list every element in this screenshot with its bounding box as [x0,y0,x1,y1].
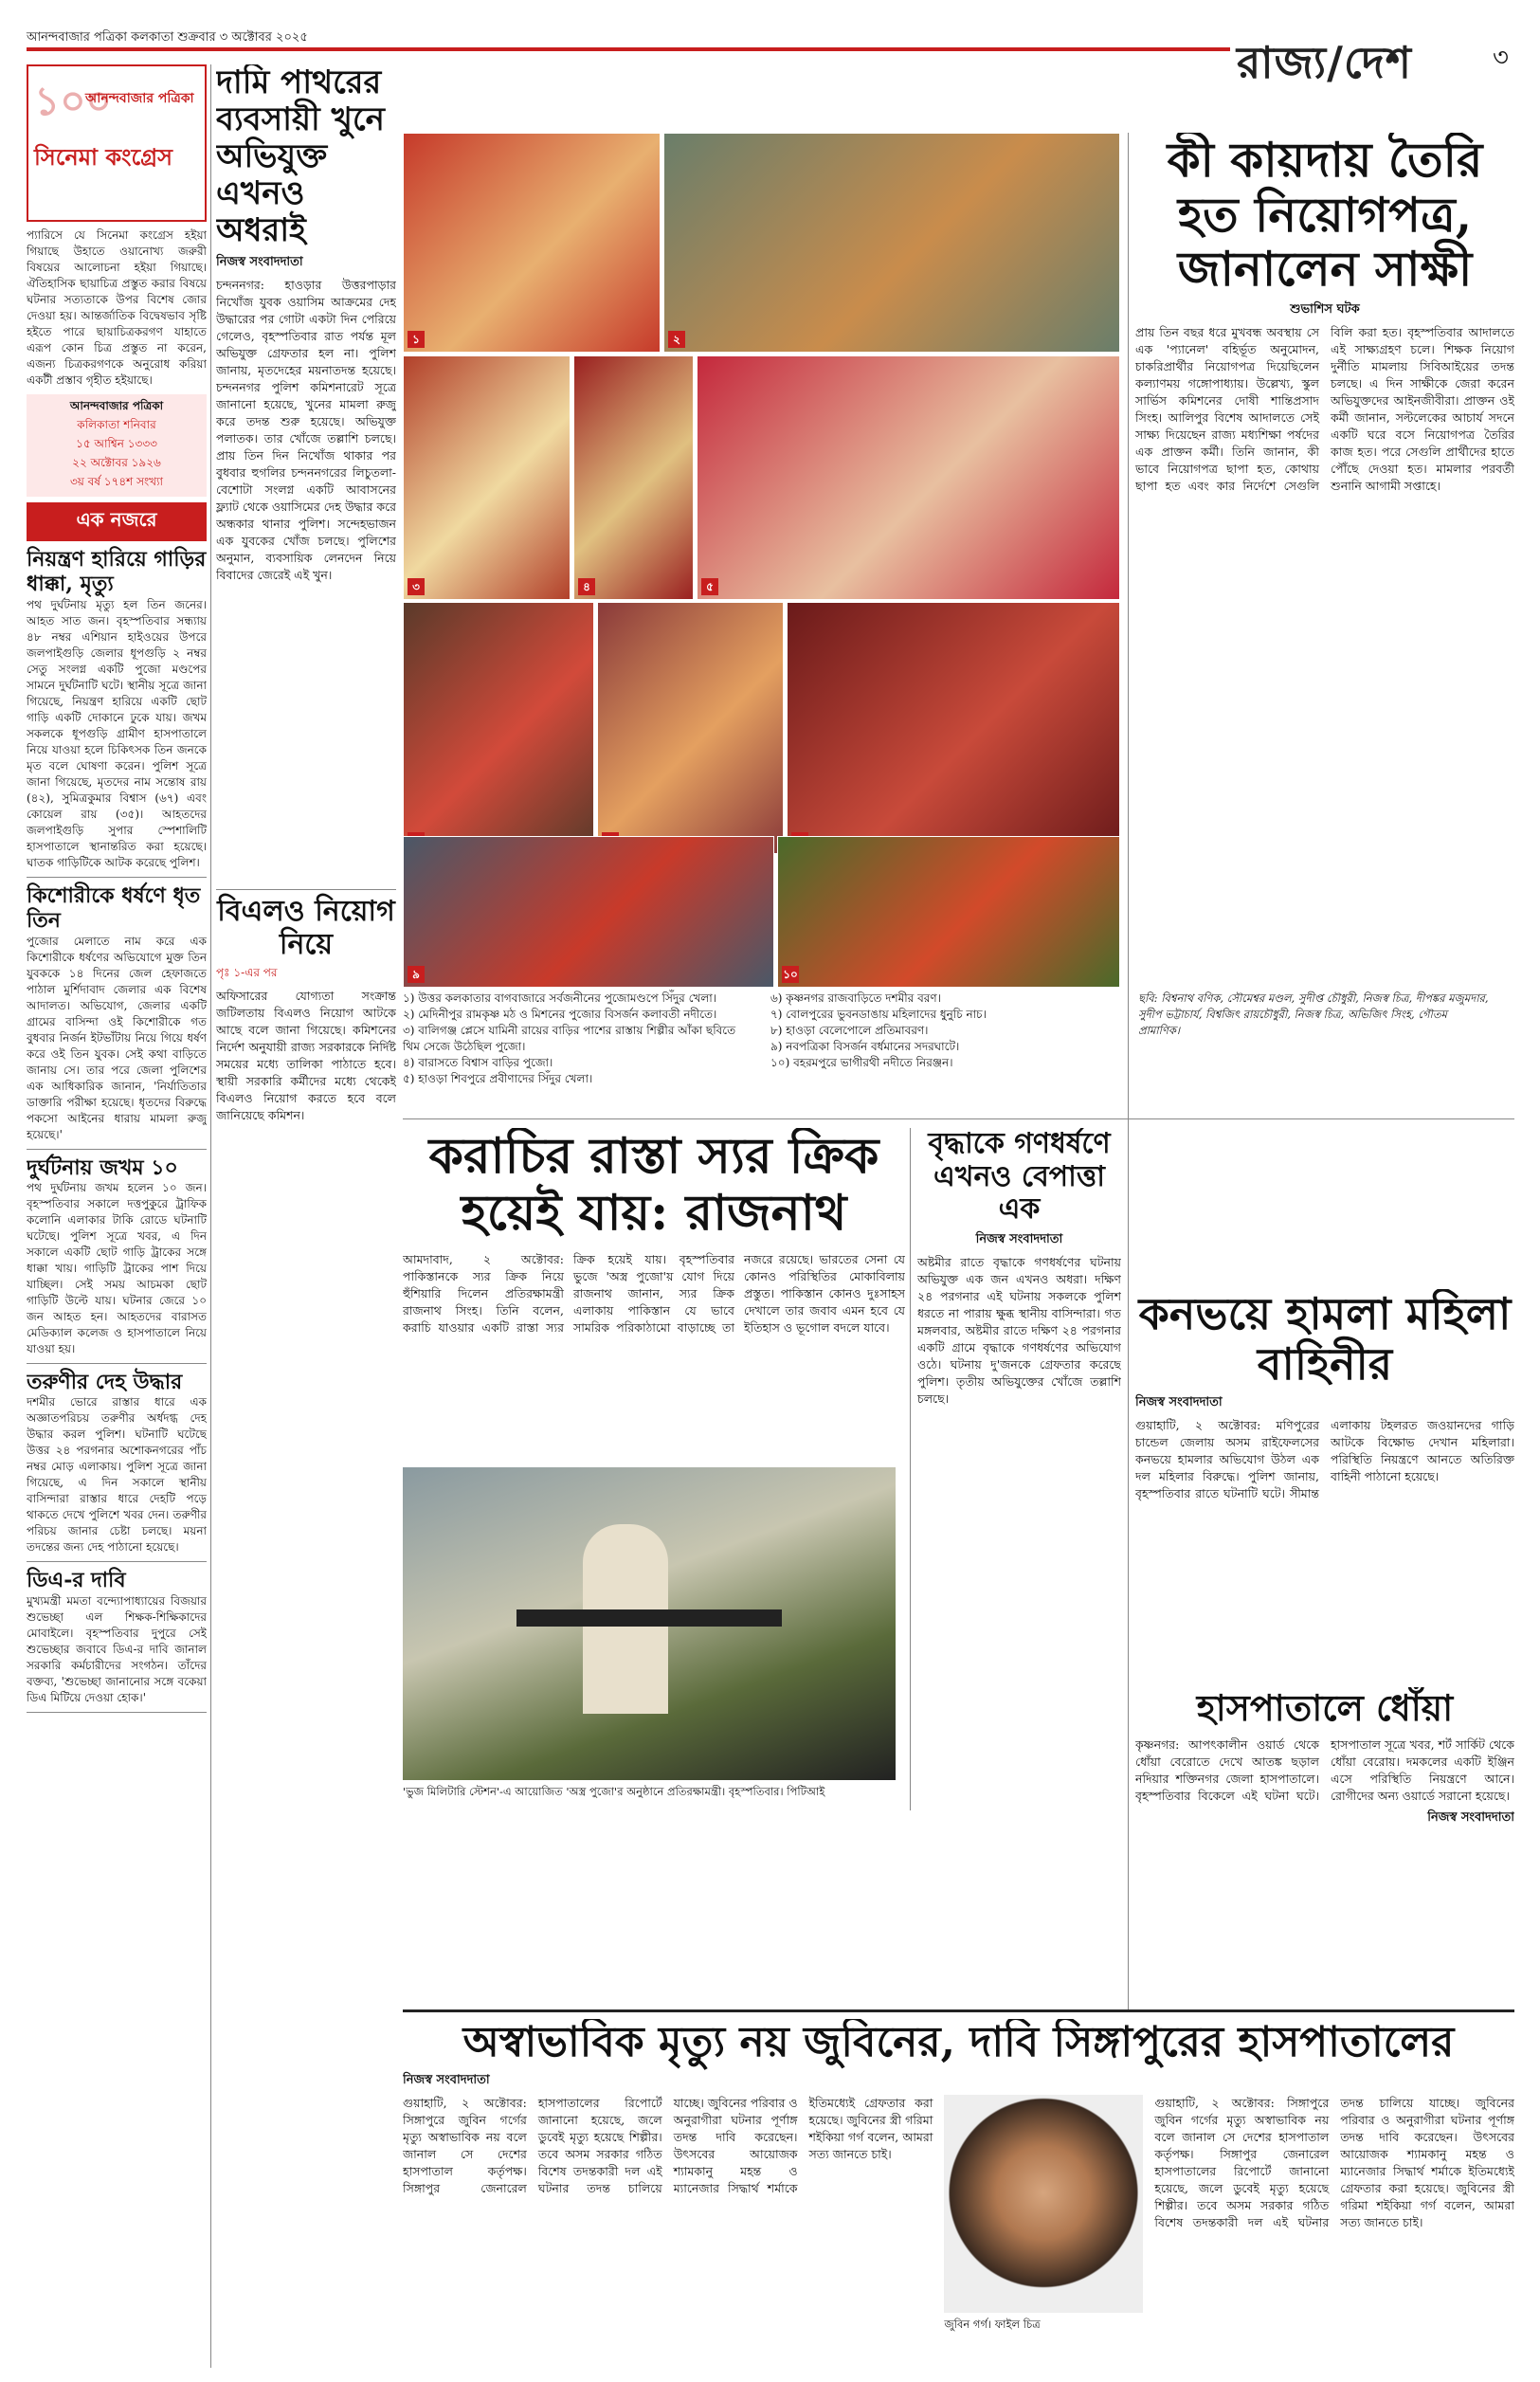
convoy-byline: নিজস্ব সংবাদদাতা [1135,1394,1223,1409]
archive-dateline: আনন্দবাজার পত্রিকা কলিকাতা শনিবার ১৫ আশ্বিন ১৩৩৩ ২২ অক্টোবর ১৯২৬ ৩য় বর্ষ ১৭৪শ সংখ্যা [27,394,207,497]
witness-story [1135,133,1514,1118]
gallery-photo [403,836,774,988]
gallery-credits: ছবি: বিশ্বনাথ বণিক, সৌমেশ্বর মণ্ডল, সুদীপ্ত চৌধুরী, নিজস্ব চিত্র, দীপঙ্কর মজুমদার, সুদীপ ভট্টাচার্য, বিশ্বজিৎ রায়চৌধুরী, নিজস্ব চিত্র, অভিজিৎ সিংহ, গৌতম প্রামাণিক। [1138,991,1489,1037]
convoy-headline: কনভয়ে হামলা মহিলা বাহিনীর [1138,1289,1512,1390]
gallery-caption: ৫) হাওড়া শিবপুরে প্রবীণাদের সিঁদুর খেলা। [403,1072,593,1085]
zubeen-body-cont: গুয়াহাটি, ২ অক্টোবর: সিঙ্গাপুরে জুবিন গর্গের মৃত্যু অস্বাভাবিক নয় বলে জানাল সে দেশের হাসপাতাল কর্তৃপক্ষ। সিঙ্গাপুর জেনারেল হাসপাতালের রিপোর্টে জানানো হয়েছে, জলে ডুবেই মৃত্যু হয়েছে শিল্পীর। তবে অসম সরকার গঠিত বিশেষ তদন্তকারী দল এই ঘটনার তদন্ত চালিয়ে যাচ্ছে। জুবিনের পরিবার ও অনুরাগীরা ঘটনার পূর্ণাঙ্গ তদন্ত দাবি করেছেন। উৎসবের আয়োজক শ্যামকানু মহন্ত ও ম্যানেজার সিদ্ধার্থ শর্মাকে ইতিমধ্যেই গ্রেফতার করা হয়েছে। জুবিনের স্ত্রী গরিমা শইকিয়া গর্গ বলেন, আমরা সত্য জানতে চাই। [1154,2095,1514,2229]
witness-headline: কী কায়দায় তৈরি হত নিয়োগপত্র, জানালেন সাক্ষী [1167,133,1483,297]
glance-item-title: দুর্ঘটনায় জখম ১০ [27,1155,178,1180]
gallery-photo [573,355,694,600]
zubeen-byline: নিজস্ব সংবাদদাতা [403,2072,490,2087]
gallery-photo [403,355,571,600]
witness-byline: শুভাশিস ঘটক [1290,301,1360,317]
photo-number: ৩ [408,578,425,595]
left-column [27,64,207,2368]
blo-body: অফিসারের যোগ্যতা সংক্রান্ত জটিলতায় বিএলও নিয়োগ আটকে আছে বলে জানা গিয়েছে। কমিশনের নির্দেশ অনুযায়ী রাজ্য সরকারকে নির্দিষ্ট সময়ের মধ্যে তালিকা পাঠাতে হবে। স্থায়ী সরকারি কর্মীদের মধ্যে থেকেই বিএলও নিয়োগ করতে হবে বলে জানিয়েছে কমিশন। [216,989,396,1123]
stone-headline: দামি পাথরের ব্যবসায়ী খুনে অভিযুক্ত এখনও অধরাই [216,64,385,250]
rifle-shape [516,1609,782,1627]
gallery-caption: ৯) নবপত্রিকা বিসর্জন বর্ধমানের সদরঘাটে। [770,1040,960,1053]
glance-item-title: ডিএ-র দাবি [27,1568,126,1593]
glance-item-title: নিয়ন্ত্রণ হারিয়ে গাড়ির ধাক্কা, মৃত্যু [27,547,207,597]
assault-body: অষ্টমীর রাতে বৃদ্ধাকে গণধর্ষণের ঘটনায় অভিযুক্ত এক জন এখনও অধরা। দক্ষিণ ২৪ পরগনার এই ঘটনায় সকলকে পুলিশ ধরতে না পারায় ক্ষুব্ধ স্থানীয় বাসিন্দারা। গত মঙ্গলবার, অষ্টমীর রাতে দক্ষিণ ২৪ পরগনার একটি গ্রামে বৃদ্ধাকে গণধর্ষণের অভিযোগ ওঠে। ঘটনায় দু'জনকে গ্রেফতার করেছে পুলিশ। তৃতীয় অভিযুক্তের খোঁজে তল্লাশি চলছে। [917,1254,1121,1406]
gallery-photo [663,133,1120,353]
gallery-caption: ৮) হাওড়া বেলেপোলে প্রতিমাবরণ। [770,1024,929,1037]
rajnath-body: আমদাবাদ, ২ অক্টোবর: পাকিস্তানকে স্যর ক্রিক নিয়ে হুঁশিয়ারি দিলেন প্রতিরক্ষামন্ত্রী রাজনাথ সিংহ। তিনি বলেন, করাচি যাওয়ার একটি রাস্তা স্যর ক্রিক হয়েই যায়। বৃহস্পতিবার ভুজে 'অস্ত্র পুজো'য় যোগ দিয়ে রাজনাথ জানান, স্যর ক্রিক এলাকায় পাকিস্তান যে ভাবে সামরিক পরিকাঠামো বাড়াচ্ছে তা নজরে রয়েছে। ভারতের সেনা যে কোনও পরিস্থিতির মোকাবিলায় প্রস্তুত। পাকিস্তান কোনও দুঃসাহস দেখালে তার জবাব এমন হবে যে ইতিহাস ও ভূগোল বদলে যাবে। [403,1251,905,1335]
puja-gallery [403,133,1123,986]
zubeen-photo [944,2095,1143,2313]
assault-story [917,1128,1121,1810]
glance-item-title: কিশোরীকে ধর্ষণে ধৃত তিন [27,882,201,934]
photo-number: ১০ [783,967,798,981]
gallery-photo [787,602,1120,854]
gallery-caption: ৪) বারাসতে বিশ্বাস বাড়ির পুজো। [403,1056,553,1069]
glance-item-body: মুখ্যমন্ত্রী মমতা বন্দ্যোপাধ্যায়ের বিজয়ার শুভেচ্ছা এল শিক্ষক-শিক্ষিকাদের মোবাইলে। বৃহস্পতিবার দুপুরে সেই শুভেচ্ছার জবাবে ডিএ-র দাবি জানাল সরকারি কর্মচারীদের সংগঠন। তাঁদের বক্তব্য, 'শুভেচ্ছা জানানোর সঙ্গে বকেয়া ডিএ মিটিয়ে দেওয়া হোক।' [27,1593,207,1704]
page-number: ৩ [1493,44,1509,72]
zubeen-headline: অস্বাভাবিক মৃত্যু নয় জুবিনের, দাবি সিঙ্গাপুরের হাসপাতালের [462,2019,1455,2066]
convoy-body: গুয়াহাটি, ২ অক্টোবর: মণিপুরের চান্ডেল জেলায় অসম রাইফেলসের কনভয়ে হামলার অভিযোগ উঠল এক দল মহিলার বিরুদ্ধে। পুলিশ জানায়, বৃহস্পতিবার রাতে ঘটনাটি ঘটে। সীমান্ত এলাকায় টহলরত জওয়ানদের গাড়ি আটকে বিক্ষোভ দেখান মহিলারা। পরিস্থিতি নিয়ন্ত্রণে আনতে অতিরিক্ত বাহিনী পাঠানো হয়েছে। [1135,1417,1514,1500]
gallery-caption: ১০) বহরমপুরে ভাগীরথী নদীতে নিরঞ্জন। [770,1056,953,1069]
masthead-box [27,64,207,222]
gallery-caption: ৩) বালিগঞ্জ প্লেসে যামিনী রায়ের বাড়ির পাশের রাস্তায় শিল্পীর আঁকা ছবিতে থিম সেজে উঠেছিল পুজো। [403,1024,736,1053]
section-title: রাজ্য/দেশ [1237,37,1412,88]
gallery-caption: ৬) কৃষ্ণনগর রাজবাড়িতে দশমীর বরণ। [770,991,941,1005]
witness-body: প্রায় তিন বছর ধরে মুখবন্ধ অবস্থায় সে এক 'প্যানেল' বহির্ভূত অনুমোদন, চাকরিপ্রার্থীর নিয়োগপত্র দিয়েছিলেন কল্যাণময় গঙ্গোপাধ্যায়। উল্লেখ্য, স্কুল সার্ভিস কমিশনের দোষী শান্তিপ্রসাদ সিংহ। আলিপুর বিশেষ আদালতে সেই সাক্ষ্য দিয়েছেন রাজ্য মধ্যশিক্ষা পর্ষদের এক প্রাক্তন কর্মী। তিনি জানান, কী ভাবে নিয়োগপত্র ছাপা হত, কোথায় ছাপা হত এবং কার নির্দেশে সেগুলি বিলি করা হত। বৃহস্পতিবার আদালতে এই সাক্ষ্যগ্রহণ চলে। শিক্ষক নিয়োগ দুর্নীতি মামলায় সিবিআইয়ের তদন্ত চলছে। এ দিন সাক্ষীকে জেরা করেন অভিযুক্তদের আইনজীবীরা। প্রাক্তন ওই কর্মী জানান, সল্টলেকের আচার্য সদনে একটি ঘরে বসে নিয়োগপত্র তৈরির কাজ হত। পরে সেগুলি প্রার্থীদের হাতে পৌঁছে দেওয়া হত। মামলার পরবর্তী শুনানি আগামী সপ্তাহে। [1135,324,1514,493]
centenary-logo: ১০০ [34,78,112,124]
masthead: আনন্দবাজার পত্রিকা [85,91,194,106]
rajnath-photo-caption: 'ভুজ মিলিটারি স্টেশন'-এ আয়োজিত 'অস্ত্র পুজো'র অনুষ্ঠানে প্রতিরক্ষামন্ত্রী। বৃহস্পতিবার। পিটিআই [403,1784,825,1798]
blo-headline: বিএলও নিয়োগ নিয়ে [217,895,395,961]
glance-item-body: পথ দুর্ঘটনায় মৃত্যু হল তিন জনের। আহত সাত জন। বৃহস্পতিবার সন্ধ্যায় ৪৮ নম্বর এশিয়ান হাইওয়ের উপরে জলপাইগুড়ি জেলার ধূপগুড়ি ২ নম্বর সেতু সংলগ্ন একটি পুজো মণ্ডপের সামনে দুর্ঘটনাটি ঘটে। স্থানীয় সূত্রে জানা গিয়েছে, নিয়ন্ত্রণ হারিয়ে একটি ছোট গাড়ি একটি দোকানে ঢুকে যায়। জখম সকলকে ধূপগুড়ি গ্রামীণ হাসপাতালে নিয়ে যাওয়া হলে চিকিৎসক তিন জনকে মৃত বলে ঘোষণা করেন। পুলিশ সূত্রে জানা গিয়েছে, মৃতদের নাম সন্তোষ রায় (৪২), সুমিত্রকুমার বিশ্বাস (৬৭) এবং কোয়েল রায় (৩৫)। আহতদের জলপাইগুড়ি সুপার স্পেশালিটি হাসপাতালে স্থানান্তরিত করা হয়েছে। ঘাতক গাড়িটিকে আটক করেছে পুলিশ। [27,597,207,869]
gallery-captions [403,991,1489,1095]
gallery-caption: ৭) বোলপুরের ভুবনডাঙায় মহিলাদের ধুনুচি নাচ। [770,1008,987,1021]
rajnath-headline: করাচির রাস্তা স্যর ক্রিক হয়েই যায়: রাজনাথ [428,1128,879,1242]
blo-ref: পৃঃ ১-এর পর [216,966,278,980]
hospital-body: কৃষ্ণনগর: আপৎকালীন ওয়ার্ড থেকে ধোঁয়া বেরোতে দেখে আতঙ্ক ছড়াল নদিয়ার শক্তিনগর জেলা হাসপাতালে। বৃহস্পতিবার বিকেলে এই ঘটনা ঘটে। হাসপাতাল সূত্রে খবর, শর্ট সার্কিট থেকে ধোঁয়া বেরোয়। দমকলের একটি ইঞ্জিন এসে পরিস্থিতি নিয়ন্ত্রণে আনে। রোগীদের অন্য ওয়ার্ডে সরানো হয়েছে। [1135,1736,1514,1803]
hospital-headline: হাসপাতালে ধোঁয়া [1196,1687,1454,1729]
rajnath-photo [403,1467,896,1780]
stone-body: চন্দননগর: হাওড়ার উত্তরপাড়ার নিখোঁজ যুবক ওয়াসিম আক্রমের দেহ উদ্ধারের পর গোটা একটা দিন পেরিয়ে গেলেও, বৃহস্পতিবার রাত পর্যন্ত মূল অভিযুক্ত গ্রেফতার হল না। পুলিশ জানায়, মৃতদেহের ময়নাতদন্ত হয়েছে। চন্দননগর পুলিশ কমিশনারেট সূত্রে জানানো হয়েছে, খুনের মামলা রুজু করে তদন্ত শুরু হয়েছে। অভিযুক্ত পলাতক। তার খোঁজে তল্লাশি চলছে। প্রায় তিন দিন নিখোঁজ থাকার পর বুধবার হুগলির চন্দননগরের লিচুতলা-বেশোটা সংলগ্ন একটি আবাসনের ফ্ল্যাট থেকে ওয়াসিমের দেহ উদ্ধার করে অন্ধকার থানার পুলিশ। সন্দেহভাজন এক যুবকের খোঁজ চলছে। পুলিশের অনুমান, ব্যবসায়িক লেনদেন নিয়ে বিবাদের জেরেই এই খুন। [216,278,396,583]
col2 [216,64,396,2368]
header-rule [27,47,1230,51]
glance-item-body: পথ দুর্ঘটনায় জখম হলেন ১০ জন। বৃহস্পতিবার সকালে দত্তপুকুরে ট্রাফিক কলোনি এলাকার টাকি রোডে ঘটনাটি ঘটেছে। পুলিশ সূত্রে খবর, এ দিন সকালে একটি ছোট গাড়ি ট্রাকের সঙ্গে ধাক্কা খায়। গাড়িটি ট্রাকের পাশ দিয়ে যাচ্ছিল। সেই সময় আচমকা ছোট গাড়িটি উল্টে যায়। ঘটনার জেরে ১০ জন আহত হন। আহতদের বারাসত মেডিক্যাল কলেজ ও হাসপাতালে নিয়ে যাওয়া হয়। [27,1180,207,1355]
gallery-photo [777,836,1120,988]
photo-number: ৪ [578,578,595,595]
photo-number: ১ [408,331,425,348]
assault-byline: নিজস্ব সংবাদদাতা [975,1231,1063,1246]
assault-headline: বৃদ্ধাকে গণধর্ষণে এখনও বেপাত্তা এক [928,1128,1111,1226]
glance-items [27,547,207,1713]
glance-bar: এক নজরে [27,502,207,541]
hospital-story [1135,1687,1514,2000]
photo-number: ২ [668,331,685,348]
stone-byline: নিজস্ব সংবাদদাতা [216,255,303,270]
rajnath-story [403,1128,905,1810]
gallery-caption: ২) মেদিনীপুর রামকৃষ্ণ মঠ ও মিশনের পুজোর বিসর্জন কলাবতী নদীতে। [403,1008,717,1021]
dateline: আনন্দবাজার পত্রিকা কলকাতা শুক্রবার ৩ অক্টোবর ২০২৫ [27,30,308,45]
divider [210,64,211,2368]
glance-item-body: দশমীর ভোরে রাস্তার ধারে এক অজ্ঞাতপরিচয় তরুণীর অর্ধদগ্ধ দেহ উদ্ধার করল পুলিশ। ঘটনাটি ঘটেছে উত্তর ২৪ পরগনার অশোকনগরের পাঁচ নম্বর মোড় এলাকায়। পুলিশ সূত্রে জানা গিয়েছে, এ দিন সকালে স্থানীয় বাসিন্দারা রাস্তার ধারে দেহটি পড়ে থাকতে দেখে পুলিশে খবর দেন। তরুণীর পরিচয় জানার চেষ্টা চলছে। ময়না তদন্তের জন্য দেহ পাঠানো হয়েছে। [27,1395,207,1555]
photo-number: ৫ [701,578,718,595]
gallery-photo [697,355,1120,600]
zubeen-body: গুয়াহাটি, ২ অক্টোবর: সিঙ্গাপুরে জুবিন গর্গের মৃত্যু অস্বাভাবিক নয় বলে জানাল সে দেশের হাসপাতাল কর্তৃপক্ষ। সিঙ্গাপুর জেনারেল হাসপাতালের রিপোর্টে জানানো হয়েছে, জলে ডুবেই মৃত্যু হয়েছে শিল্পীর। তবে অসম সরকার গঠিত বিশেষ তদন্তকারী দল এই ঘটনার তদন্ত চালিয়ে যাচ্ছে। জুবিনের পরিবার ও অনুরাগীরা ঘটনার পূর্ণাঙ্গ তদন্ত দাবি করেছেন। উৎসবের আয়োজক শ্যামকানু মহন্ত ও ম্যানেজার সিদ্ধার্থ শর্মাকে ইতিমধ্যেই গ্রেফতার করা হয়েছে। জুবিনের স্ত্রী গরিমা শইকিয়া গর্গ বলেন, আমরা সত্য জানতে চাই। [403,2095,933,2195]
gallery-photo [403,133,661,353]
glance-item-body: পুজোর মেলাতে নাম করে এক কিশোরীকে ধর্ষণের অভিযোগে মুক্ত তিন যুবককে ১৪ দিনের জেল হেফাজতে পাঠাল মুর্শিদাবাদ জেলার এক বিশেষ আদালত। অভিযোগ, জেলার একটি গ্রামের বাসিন্দা ওই কিশোরীকে গত বুধবার নির্জন ইটভাঁটায় নিয়ে গিয়ে ধর্ষণ করে ওই তিন যুবক। সেই কথা বাড়িতে জানায় সে। তার পরে জেলা পুলিশের এক আধিকারিক জানান, 'নির্যাতিতার ডাক্তারি পরীক্ষা হয়েছে। ধৃতদের বিরুদ্ধে পকসো আইনের ধারায় মামলা রুজু হয়েছে।' [27,934,207,1141]
archive-body: প্যারিসে যে সিনেমা কংগ্রেস হইয়া গিয়াছে উহাতে ওয়ানোখ্য জরুরী বিষয়ের আলোচনা হইয়া গিয়াছে। ঐতিহাসিক ছায়াচিত্র প্রস্তুত করার বিষয়ে ঘটনার সত্যতাকে উপর বিশেষ জোর দেওয়া হয়। আন্তর্জাতিক বিদ্বেষভাব সৃষ্টি হইতে পারে ছায়াচিত্রকরগণ যাহাতে এরূপ কোন চিত্র প্রস্তুত না করেন, এজন্য চিত্রকরগণকে অনুরোধ করিয়া একটী প্রস্তাব গৃহীত হইয়াছে। [27,228,207,387]
convoy-story [1135,1289,1514,1668]
photo-number: ৯ [408,966,425,983]
zubeen-story [403,2019,1514,2370]
gallery-photo [597,602,784,854]
glance-item-title: তরুণীর দেহ উদ্ধার [27,1369,183,1394]
archive-title: সিনেমা কংগ্রেস [34,143,172,171]
gallery-photo [403,602,594,854]
hospital-byline: নিজস্ব সংবাদদাতা [1427,1809,1514,1825]
gallery-caption: ১) উত্তর কলকাতার বাগবাজারে সর্বজনীনের পুজোমণ্ডপে সিঁদুর খেলা। [403,991,717,1005]
zubeen-photo-caption: জুবিন গর্গ। ফাইল চিত্র [944,2317,1041,2331]
